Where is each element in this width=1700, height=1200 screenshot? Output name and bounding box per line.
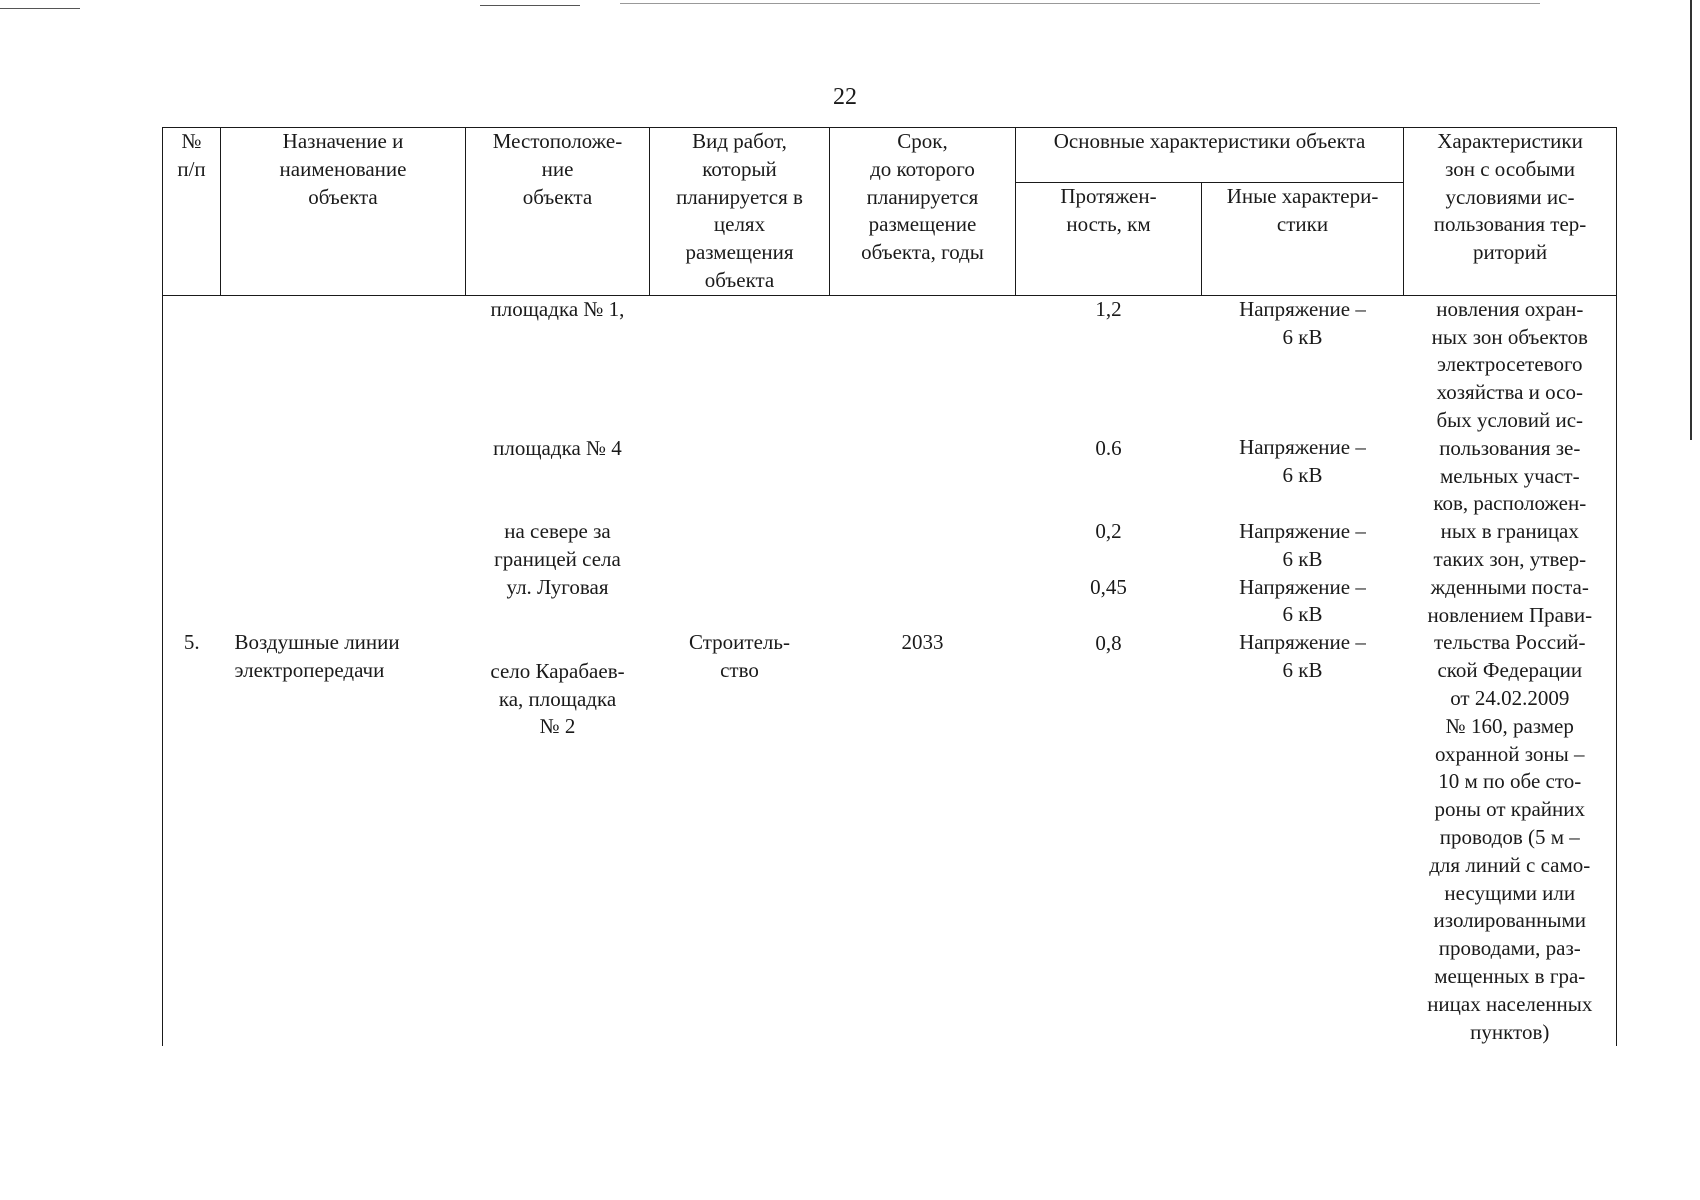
zones-line: пользования зе- <box>1439 435 1581 460</box>
header-zones-line: зон с особыми <box>1445 156 1575 181</box>
header-other-line: Иные характери- <box>1226 184 1379 209</box>
zones-line: мельных участ- <box>1439 463 1580 488</box>
zones-line: для линий с само- <box>1429 852 1591 877</box>
location-line: ул. Луговая <box>506 574 609 599</box>
zones-line: роны от крайних <box>1434 797 1586 822</box>
row-zones-cell <box>1404 295 1617 1046</box>
zones-line: ных зон объектов <box>1431 324 1588 349</box>
length-value: 0,45 <box>1090 575 1127 600</box>
row-name-line: Воздушные линии <box>234 629 400 654</box>
spacer <box>466 324 650 435</box>
row-location-cell <box>466 295 650 1046</box>
header-location <box>466 128 650 296</box>
zones-line: электросетевого <box>1436 352 1583 377</box>
row-num: 5. <box>183 629 200 654</box>
header-zones-line: пользования тер- <box>1433 212 1587 237</box>
row-term-cell <box>830 295 1016 1046</box>
zones-line: хозяйства и осо- <box>1436 380 1583 405</box>
header-name-line: наименование <box>279 156 407 181</box>
header-num-line: п/п <box>177 156 206 181</box>
spacer <box>235 296 466 629</box>
work-type-line: Строитель- <box>689 629 790 654</box>
zones-line: от 24.02.2009 <box>1450 685 1570 710</box>
zones-line: ков, расположен- <box>1433 491 1587 516</box>
row-name-line: электропередачи <box>234 657 385 682</box>
header-work-type-line: объекта <box>704 267 775 292</box>
header-zones <box>1404 128 1617 296</box>
objects-table <box>162 127 1617 1046</box>
zones-line: бых условий ис- <box>1436 407 1584 432</box>
row-num-cell <box>163 295 221 1046</box>
other-line: 6 кВ <box>1282 602 1323 627</box>
header-num <box>163 128 221 296</box>
location-line: на севере за <box>504 519 611 544</box>
zones-line: проводов (5 м – <box>1439 824 1580 849</box>
zones-line: № 160, размер <box>1445 713 1574 738</box>
header-term-line: объекта, годы <box>861 240 984 265</box>
row-work-type-cell <box>650 295 830 1046</box>
other-line: Напряжение – <box>1239 296 1366 321</box>
spacer <box>1016 324 1202 435</box>
spacer <box>1016 602 1202 630</box>
length-value: 0,8 <box>1095 630 1122 655</box>
header-location-line: Местоположе- <box>492 129 623 153</box>
location-line: ка, площадка <box>498 686 617 711</box>
header-work-type-line: планируется в <box>676 184 803 209</box>
zones-line: ской Федерации <box>1437 658 1583 683</box>
header-zones-line: риторий <box>1472 240 1548 265</box>
zones-line: охранной зоны – <box>1434 741 1585 766</box>
spacer <box>163 296 221 629</box>
header-term-line: Срок, <box>897 129 948 153</box>
header-length-line: Протяжен- <box>1060 184 1157 209</box>
zones-line: несущими или <box>1444 880 1576 905</box>
row-other-cell <box>1202 295 1404 1046</box>
header-work-type-line: целях <box>713 212 766 237</box>
header-other-line: стики <box>1276 212 1329 237</box>
zones-line: изолированными <box>1433 908 1586 933</box>
spacer <box>650 296 830 629</box>
scan-artifact-line <box>480 5 580 6</box>
spacer <box>1202 490 1404 518</box>
other-line: 6 кВ <box>1282 657 1323 682</box>
row-name-cell <box>221 295 466 1046</box>
other-line: Напряжение – <box>1239 574 1366 599</box>
header-work-type-line: размещения <box>685 240 794 265</box>
header-name-line: Назначение и <box>282 129 404 153</box>
header-num-line: № <box>181 129 202 153</box>
table-row <box>163 295 1617 1046</box>
header-term <box>830 128 1016 296</box>
scan-artifact-line <box>0 8 80 9</box>
header-work-type <box>650 128 830 296</box>
location-line: № 2 <box>539 714 576 739</box>
zones-line: ницах населенных <box>1427 991 1593 1016</box>
scan-artifact-line <box>620 3 1540 4</box>
row-length-cell <box>1016 295 1202 1046</box>
other-line: Напряжение – <box>1239 435 1366 460</box>
spacer <box>1016 462 1202 518</box>
other-line: Напряжение – <box>1239 630 1366 655</box>
header-other <box>1202 183 1404 296</box>
spacer <box>466 602 650 658</box>
other-line: Напряжение – <box>1239 518 1366 543</box>
zones-line: жденными поста- <box>1430 574 1589 599</box>
zones-line: мещенных в гра- <box>1434 963 1586 988</box>
location-line: границей села <box>494 547 621 572</box>
header-length-line: ность, км <box>1066 212 1151 237</box>
zones-line: 10 м по обе сто- <box>1438 769 1582 794</box>
header-term-line: размещение <box>868 212 977 237</box>
spacer <box>1016 546 1202 574</box>
header-zones-line: условиями ис- <box>1445 184 1575 209</box>
header-row <box>163 128 1617 183</box>
other-line: 6 кВ <box>1282 463 1323 488</box>
other-line: 6 кВ <box>1282 324 1323 349</box>
zones-line: проводами, раз- <box>1438 936 1581 961</box>
scan-edge <box>1690 0 1692 440</box>
header-location-line: ние <box>541 156 574 181</box>
header-name <box>221 128 466 296</box>
location-line: площадка № 1, <box>490 296 625 321</box>
zones-text <box>1404 296 1617 1047</box>
length-value: 0,2 <box>1095 519 1122 544</box>
header-term-line: до которого <box>870 156 975 181</box>
spacer <box>830 296 1016 629</box>
header-name-line: объекта <box>308 184 378 209</box>
header-length <box>1016 183 1202 296</box>
header-location-line: объекта <box>522 184 593 209</box>
location-line: село Карабаев- <box>490 658 625 683</box>
row-term: 2033 <box>901 629 944 654</box>
zones-line: таких зон, утвер- <box>1433 546 1587 571</box>
zones-line: новления охран- <box>1436 296 1584 321</box>
length-value: 1,2 <box>1095 296 1122 321</box>
spacer <box>1202 351 1404 434</box>
zones-line: тельства Россий- <box>1433 630 1586 655</box>
other-line: 6 кВ <box>1282 546 1323 571</box>
header-zones-line: Характеристики <box>1437 129 1583 153</box>
location-line: площадка № 4 <box>493 435 622 460</box>
page-number: 22 <box>833 84 857 110</box>
zones-line: новлением Прави- <box>1427 602 1593 627</box>
length-value: 0.6 <box>1095 435 1122 460</box>
zones-line: пунктов) <box>1470 1019 1550 1044</box>
header-main-characteristics: Основные характеристики объекта <box>1016 128 1404 183</box>
work-type-line: ство <box>720 657 759 682</box>
header-work-type-line: который <box>702 156 777 181</box>
header-term-line: планируется <box>866 184 979 209</box>
header-work-type-line: Вид работ, <box>692 129 787 153</box>
zones-line: ных в границах <box>1440 519 1579 544</box>
spacer <box>466 462 650 518</box>
